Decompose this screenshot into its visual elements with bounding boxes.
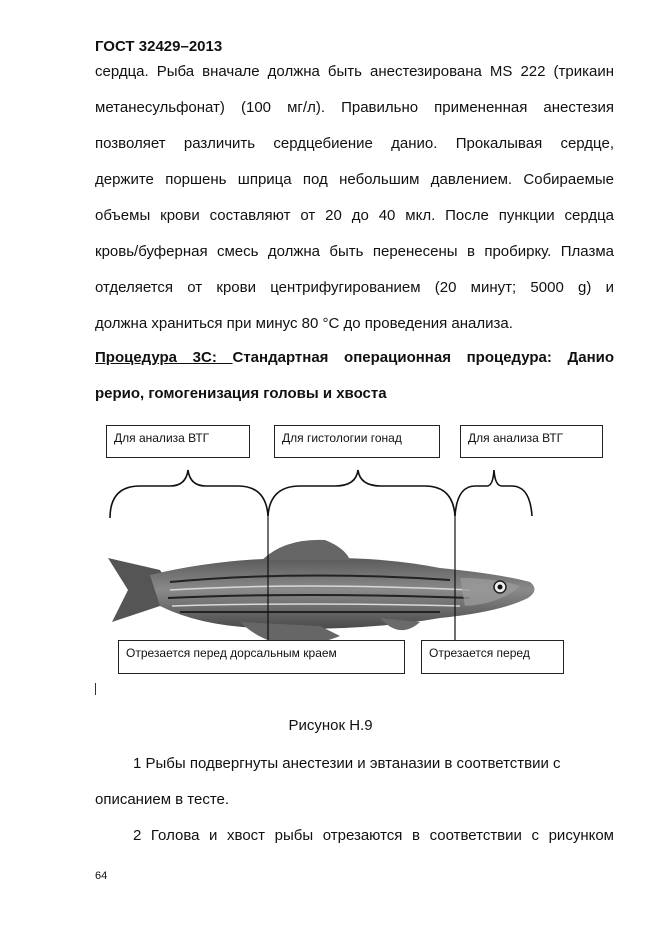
text-line: кровь/буферная смесь должна быть перенесены в пробирку. Плазма xyxy=(95,243,614,260)
note-2-line-1: 2 Голова и хвост рыбы отрезаются в соответствии с рисунком xyxy=(133,827,614,844)
label-gonad-histology: Для гистологии гонад xyxy=(274,425,440,458)
text-line: метанесульфонат) (100 мг/л). Правильно примененная анестезия xyxy=(95,99,614,116)
text-line: позволяет различить сердцебиение данио. Прокалывая сердце, xyxy=(95,135,614,152)
procedure-title-part1: Стандартная операционная процедура: Данио xyxy=(232,349,615,366)
label-cut-front: Отрезается перед xyxy=(421,640,564,674)
label-vtg-analysis-tail: Для анализа ВТГ xyxy=(106,425,250,458)
figure-caption: Рисунок Н.9 xyxy=(288,717,373,734)
text-line: должна храниться при минус 80 °С до проведения анализа. xyxy=(95,315,513,332)
brace-left xyxy=(110,470,268,518)
note-1-line-1: 1 Рыбы подвергнуты анестезии и эвтаназии в соответствии с xyxy=(133,755,561,772)
standard-header: ГОСТ 32429–2013 xyxy=(95,38,223,55)
brace-right xyxy=(455,470,532,516)
page-number: 64 xyxy=(95,870,108,882)
label-vtg-analysis-head: Для анализа ВТГ xyxy=(460,425,603,458)
procedure-label: Процедура 3С: xyxy=(95,349,233,366)
procedure-title-part2: рерио, гомогенизация головы и хвоста xyxy=(95,385,387,402)
label-cut-dorsal: Отрезается перед дорсальным краем xyxy=(118,640,405,674)
text-line: сердца. Рыба вначале должна быть анестезирована MS 222 (трикаин xyxy=(95,63,614,80)
text-line: держите поршень шприца под небольшим давлением. Собираемые xyxy=(95,171,614,188)
note-1-line-2: описанием в тесте. xyxy=(95,791,230,808)
margin-mark xyxy=(95,683,96,695)
text-line: отделяется от крови центрифугированием (20 минут; 5000 g) и xyxy=(95,279,614,296)
fish-icon xyxy=(108,540,535,645)
text-line: объемы крови составляют от 20 до 40 мкл. После пункции сердца xyxy=(95,207,614,224)
brace-middle xyxy=(268,470,455,516)
